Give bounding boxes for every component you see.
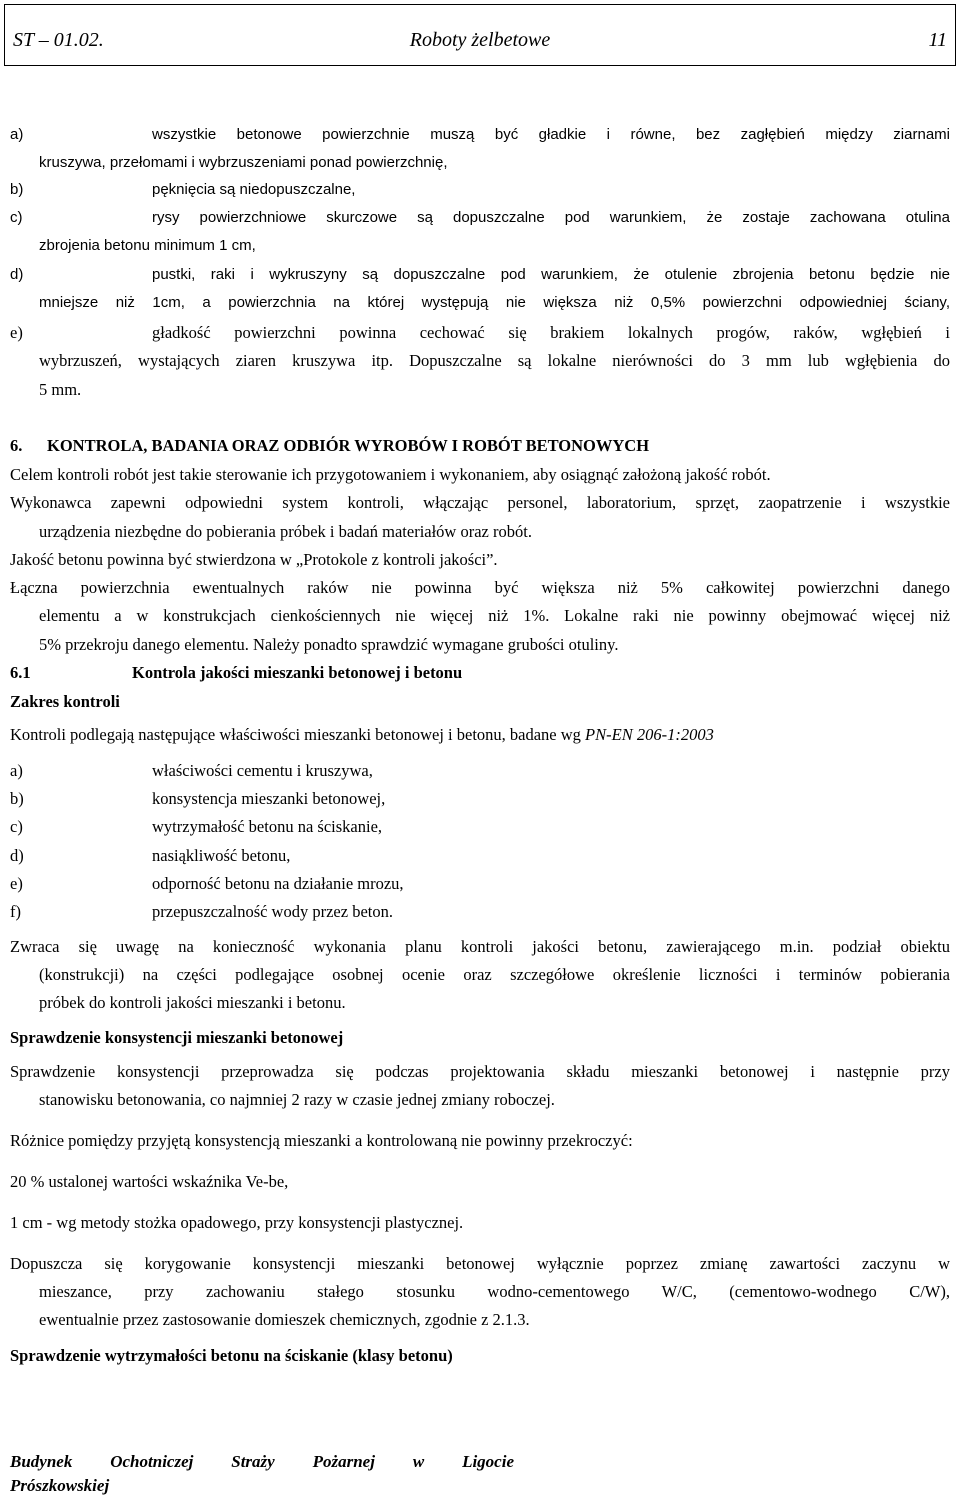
list-letter: d) [10,846,24,865]
list-item-continued: kruszywa, przełomami i wybrzuszeniami ponad powierzchnię, [39,154,448,171]
list-item: konsystencja mieszanki betonowej, [152,789,386,808]
list-item: właściwości cementu i kruszywa, [152,761,373,780]
section-number: 6. [10,436,23,455]
list-item: pęknięcia są niedopuszczalne, [152,181,356,198]
list-letter: c) [10,817,23,836]
list-letter: b) [10,789,24,808]
paragraph-continued: elementu a w konstrukcjach cienkościennych nie więcej niż 1%. Lokalne raki nie powinny obejmować więcej niż [39,606,950,625]
paragraph [10,725,714,745]
list-letter: e) [10,874,23,893]
page-header [4,4,956,66]
standard-reference: PN-EN 206-1:2003 [585,725,714,744]
paragraph: Jakość betonu powinna być stwierdzona w „Protokole z kontroli jakości”. [10,550,498,569]
paragraph-continued: mieszance, przy zachowaniu stałego stosunku wodno-cementowego W/C, (cementowo-wodnego C/W), [39,1282,950,1301]
list-item-continued: zbrojenia betonu minimum 1 cm, [39,237,256,254]
paragraph-continued: stanowisku betonowania, co najmniej 2 razy w czasie jednej zmiany roboczej. [39,1090,555,1109]
paragraph-continued: 5% przekroju danego elementu. Należy ponadto sprawdzić wymagane grubości otuliny. [39,635,619,654]
list-item-continued: wybrzuszeń, wystających ziaren kruszywa itp. Dopuszczalne są lokalne nierówności do 3 mm lub wgłębienia do [39,351,950,370]
list-letter: e) [10,323,23,342]
list-item: rysy powierzchniowe skurczowe są dopuszczalne pod warunkiem, że zostaje zachowana otulina [152,209,950,226]
paragraph: Łączna powierzchnia ewentualnych raków nie powinna być większa niż 5% całkowitej powierzchni danego [10,578,950,597]
section-heading: KONTROLA, BADANIA ORAZ ODBIÓR WYROBÓW I ROBÓT BETONOWYCH [47,436,650,455]
paragraph: Wykonawca zapewni odpowiedni system kontroli, włączając personel, laboratorium, sprzęt, zaopatrzenie i wszystkie [10,493,950,512]
list-item: wszystkie betonowe powierzchnie muszą być gładkie i równe, bez zagłębień między ziarnami [152,126,950,143]
subsection-number: 6.1 [10,663,31,682]
page-number: 11 [928,29,947,51]
paragraph-continued: urządzenia niezbędne do pobierania próbek i badań materiałów oraz robót. [39,522,532,541]
footer-line-1: Budynek Ochotniczej Straży Pożarnej w Ligocie [10,1452,514,1471]
list-item: wytrzymałość betonu na ściskanie, [152,817,383,836]
list-item: pustki, raki i wykruszyny są dopuszczalne pod warunkiem, że otulenie zbrojenia betonu będzie nie [152,266,950,283]
list-letter: d) [10,266,24,283]
list-item: gładkość powierzchni powinna cechować się brakiem lokalnych progów, raków, wgłębień i [152,323,950,342]
consistency-heading: Sprawdzenie konsystencji mieszanki betonowej [10,1028,344,1047]
list-letter: c) [10,209,23,226]
paragraph-continued: ewentualnie przez zastosowanie domieszek chemicznych, zgodnie z 2.1.3. [39,1310,530,1329]
document-code: ST – 01.02. [13,29,104,51]
list-letter: b) [10,181,24,198]
footer-line-2: Prószkowskiej [10,1476,110,1495]
list-letter: a) [10,126,24,143]
list-item-continued: 5 mm. [39,380,82,399]
intro-text: Kontroli podlegają następujące właściwości mieszanki betonowej i betonu, badane wg [10,725,586,744]
paragraph-continued: (konstrukcji) na części podlegające osobnej ocenie oraz szczegółowe określenie liczności i terminów pobierania [39,965,950,984]
paragraph: 20 % ustalonej wartości wskaźnika Ve-be, [10,1172,289,1191]
paragraph: Różnice pomiędzy przyjętą konsystencją mieszanki a kontrolowaną nie powinny przekroczyć: [10,1131,633,1150]
paragraph: Dopuszcza się korygowanie konsystencji mieszanki betonowej wyłącznie poprzez zmianę zawartości zaczynu w [10,1254,950,1273]
paragraph-continued: próbek do kontroli jakości mieszanki i betonu. [39,993,346,1012]
page-footer [10,1450,514,1498]
list-letter: a) [10,761,23,780]
subsection-heading: Kontrola jakości mieszanki betonowej i betonu [132,663,463,682]
list-item: przepuszczalność wody przez beton. [152,902,393,921]
document-title: Roboty żelbetowe [409,29,551,51]
paragraph: 1 cm - wg metody stożka opadowego, przy konsystencji plastycznej. [10,1213,464,1232]
list-item: odporność betonu na działanie mrozu, [152,874,404,893]
list-item-continued: mniejsze niż 1cm, a powierzchnia na której występują nie większa niż 0,5% powierzchni odpowiedniej ściany, [39,294,950,311]
list-letter: f) [10,902,21,921]
paragraph: Sprawdzenie konsystencji przeprowadza się podczas projektowania składu mieszanki betonowej i następnie przy [10,1062,950,1081]
paragraph: Celem kontroli robót jest takie sterowanie ich przygotowaniem i wykonaniem, aby osiągnąć założoną jakość robót. [10,465,771,484]
strength-heading: Sprawdzenie wytrzymałości betonu na ściskanie (klasy betonu) [10,1346,453,1365]
scope-heading: Zakres kontroli [10,692,120,711]
paragraph: Zwraca się uwagę na konieczność wykonania planu kontroli jakości betonu, zawierającego m.in. podział obiektu [10,937,950,956]
list-item: nasiąkliwość betonu, [152,846,291,865]
